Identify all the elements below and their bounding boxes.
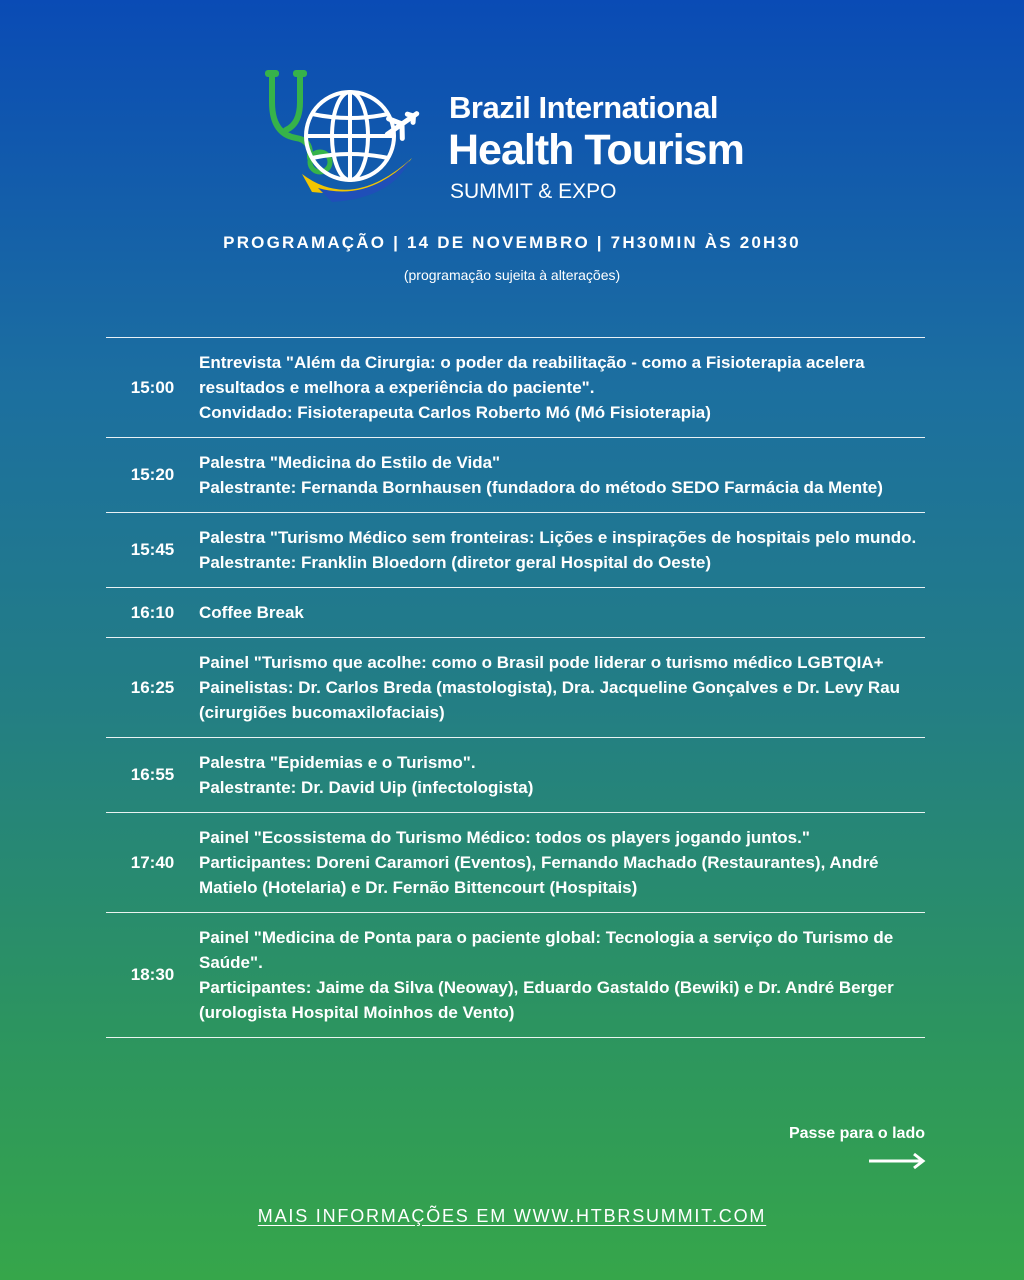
session-speakers: Palestrante: Fernanda Bornhausen (fundadora do método SEDO Farmácia da Mente): [199, 478, 883, 497]
program-heading: PROGRAMAÇÃO | 14 DE NOVEMBRO | 7H30MIN ÀS 20H30: [223, 233, 801, 252]
logo-line-1: Brazil International: [449, 90, 719, 125]
session-speakers: Convidado: Fisioterapeuta Carlos Roberto Mó (Mó Fisioterapia): [199, 403, 711, 422]
session-speakers: Participantes: Jaime da Silva (Neoway), Eduardo Gastaldo (Bewiki) e Dr. André Berger (urologista Hospital Moinhos de Vento): [199, 978, 894, 1022]
session-speakers: Painelistas: Dr. Carlos Breda (mastologista), Dra. Jacqueline Gonçalves e Dr. Levy Rau (cirurgiões bucomaxilofaciais): [199, 678, 901, 722]
schedule-time: 15:00: [130, 377, 175, 397]
schedule-time: 17:40: [130, 852, 175, 872]
session-title: Coffee Break: [199, 603, 304, 622]
schedule-time: 15:45: [130, 540, 175, 559]
schedule-description: [199, 350, 925, 425]
session-title: Palestra "Turismo Médico sem fronteiras: Lições e inspirações de hospitais pelo mundo.: [199, 528, 917, 547]
schedule-time: 15:20: [130, 465, 175, 484]
schedule-description: [199, 750, 925, 800]
schedule-row: [106, 513, 925, 588]
schedule-description: [199, 600, 925, 625]
schedule-row: [106, 438, 925, 513]
schedule-row: [106, 338, 925, 438]
logo-line-2: Health Tourism: [448, 126, 744, 174]
schedule-row: [106, 913, 925, 1038]
schedule-time: 16:25: [130, 677, 175, 697]
schedule-description: [199, 925, 925, 1025]
schedule-row: [106, 638, 925, 738]
schedule-row: [106, 738, 925, 813]
session-title: Entrevista "Além da Cirurgia: o poder da reabilitação - como a Fisioterapia acelera resultados e melhora a experiência do paciente".: [199, 353, 865, 397]
session-title: Palestra "Medicina do Estilo de Vida": [199, 453, 501, 472]
session-title: Painel "Ecossistema do Turismo Médico: todos os players jogando juntos.": [199, 828, 810, 847]
session-title: Painel "Turismo que acolhe: como o Brasil pode liderar o turismo médico LGBTQIA+: [199, 653, 884, 672]
event-logo: [262, 62, 782, 212]
schedule-time: 16:55: [130, 765, 175, 784]
schedule-time: 18:30: [130, 965, 175, 984]
schedule-description: [199, 525, 925, 575]
session-title: Painel "Medicina de Ponta para o paciente global: Tecnologia a serviço do Turismo de Saúde".: [199, 928, 894, 972]
session-speakers: Palestrante: Franklin Bloedorn (diretor geral Hospital do Oeste): [199, 553, 711, 572]
session-speakers: Palestrante: Dr. David Uip (infectologista): [199, 778, 534, 797]
schedule-row: [106, 813, 925, 913]
schedule-description: [199, 650, 925, 725]
arrow-right-icon[interactable]: [868, 1151, 926, 1171]
session-title: Palestra "Epidemias e o Turismo".: [199, 753, 476, 772]
logo-line-3: SUMMIT & EXPO: [450, 180, 617, 203]
globe-stethoscope-logo-icon: [262, 62, 432, 207]
schedule-table: [106, 337, 925, 1038]
schedule-time: 16:10: [130, 602, 175, 622]
more-info-link[interactable]: MAIS INFORMAÇÕES EM WWW.HTBRSUMMIT.COM: [257, 1206, 767, 1226]
session-speakers: Participantes: Doreni Caramori (Eventos), Fernando Machado (Restaurantes), André Matielo (Hotelaria) e Dr. Fernão Bittencourt (Hospitais): [199, 853, 879, 897]
schedule-description: [199, 825, 925, 900]
schedule-description: [199, 450, 925, 500]
swipe-hint[interactable]: Passe para o lado: [788, 1125, 925, 1142]
program-note: (programação sujeita à alterações): [403, 267, 621, 283]
schedule-row: [106, 588, 925, 638]
